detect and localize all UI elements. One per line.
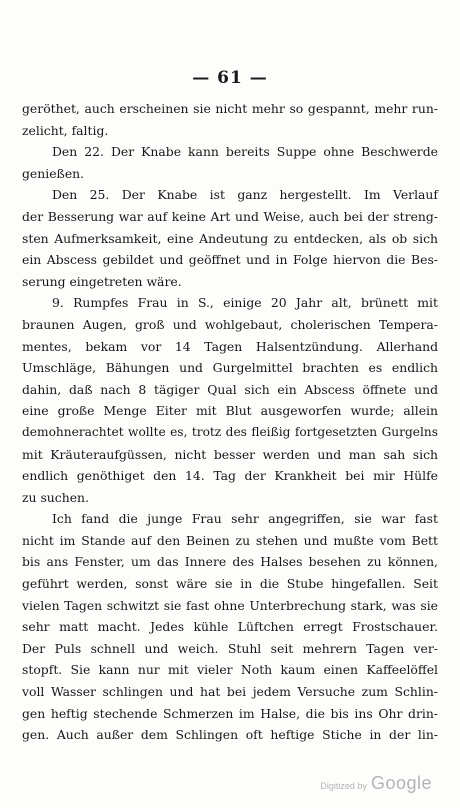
text-line: Der Puls schnell und weich. Stuhl seit mehrern Tagen ver- <box>22 640 438 656</box>
text-line: Den 25. Der Knabe ist ganz hergestellt. Im Verlauf <box>52 187 438 203</box>
text-line: sehr matt macht. Jedes kühle Lüftchen erregt Frostschauer. <box>22 619 438 635</box>
text-line: nicht im Stande auf den Beinen zu stehen und mußte vom Bett <box>22 532 438 548</box>
text-line: Ich fand die junge Frau sehr angegriffen, sie war fast <box>52 511 438 527</box>
text-line: bis ans Fenster, um das Innere des Halses besehen zu können, <box>22 554 438 570</box>
text-line: zelicht, faltig. <box>22 122 109 138</box>
text-line: genießen. <box>22 165 85 181</box>
page-number: — 61 — <box>192 68 268 88</box>
text-line: vielen Tagen schwitzt sie fast ohne Unterbrechung stark, was sie <box>22 597 438 613</box>
page-body-text <box>22 98 438 746</box>
text-line: braunen Augen, groß und wohlgebaut, cholerischen Tempera- <box>22 316 438 332</box>
text-line: ein Abscess gebildet und geöffnet und in Folge hiervon die Bes- <box>22 252 438 268</box>
text-line: eine große Menge Eiter mit Blut ausgeworfen wurde; allein <box>22 403 438 419</box>
text-line: dahin, daß nach 8 tägiger Qual sich ein Abscess öffnete und <box>22 381 438 397</box>
text-line: gen. Auch außer dem Schlingen oft heftige Stiche in der lin- <box>22 727 438 743</box>
text-line: serung eingetreten wäre. <box>22 273 182 289</box>
text-line: 9. Rumpfes Frau in S., einige 20 Jahr alt, brünett mit <box>52 295 438 311</box>
text-line: der Besserung war auf keine Art und Weise, auch bei der streng- <box>22 208 438 224</box>
text-line: mit Kräuteraufgüssen, nicht besser werden und man sah sich <box>22 446 438 462</box>
text-line: Den 22. Der Knabe kann bereits Suppe ohne Beschwerde <box>52 144 438 160</box>
text-line: endlich genöthiget den 14. Tag der Krankheit bei mir Hülfe <box>22 468 438 484</box>
text-line: Umschläge, Bähungen und Gurgelmittel brachten es endlich <box>22 360 438 376</box>
digitization-watermark <box>320 773 432 794</box>
text-line: voll Wasser schlingen und hat bei jedem Versuche zum Schlin- <box>22 684 438 700</box>
text-line: zu suchen. <box>22 489 89 505</box>
watermark-prefix: Digitized by <box>320 781 367 791</box>
text-line: gen heftig stechende Schmerzen im Halse, die bis ins Ohr drin- <box>22 705 438 721</box>
text-line: geführt werden, sonst wäre sie in die Stube hingefallen. Seit <box>22 576 438 592</box>
watermark-brand: Google <box>370 773 432 793</box>
text-line: sten Aufmerksamkeit, eine Andeutung zu entdecken, als ob sich <box>22 230 438 246</box>
text-line: geröthet, auch erscheinen sie nicht mehr so gespannt, mehr run- <box>22 101 438 116</box>
text-line: mentes, bekam vor 14 Tagen Halsentzündung. Allerhand <box>22 338 438 354</box>
text-line: demohnerachtet wollte es, trotz des fleißig fortgesetzten Gurgelns <box>22 424 438 439</box>
text-line: stopft. Sie kann nur mit vieler Noth kaum einen Kaffeelöffel <box>22 662 438 678</box>
